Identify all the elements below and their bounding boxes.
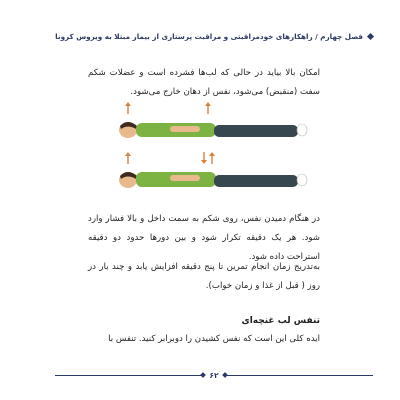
lying-person-icon (119, 172, 307, 188)
paragraph-inhale: در هنگام دمیدن نفس، روی شکم به سمت داخل و بالا فشار وارد شود. هر یک دقیقه تکرار شود و بین دورها حدود دو دقیقه استراحت داده شود. (88, 214, 320, 262)
inhale-arrows-icon (125, 152, 215, 164)
footer-ornament-icon (222, 372, 228, 378)
paragraph-exhale: امکان بالا بیاید در حالی که لب‌ها فشرده است و عضلات شکم سفت (منقبض) می‌شود، نفس از دهان خارج می‌شود. (88, 68, 320, 97)
breathing-illustration-exhale (110, 102, 310, 142)
lying-person-icon (119, 122, 307, 138)
upward-arrows-icon (125, 102, 211, 114)
footer-rule-left (55, 375, 201, 376)
header-ornament-icon (367, 32, 374, 39)
paragraph-duration: به‌تدریج زمان انجام تمرین تا پنج دقیقه افزایش یابد و چند بار در روز ( قبل از غذا و زمان خواب). (88, 262, 320, 291)
page-number: ۶۲ (209, 370, 219, 380)
section-heading: تنفس لب غنچه‌ای (241, 316, 320, 326)
paragraph-pursed-lip: ایده کلی این است که نفس کشیدن را دوبرابر کنید. تنفس با (108, 334, 320, 344)
page-footer (55, 368, 373, 382)
footer-rule-right (227, 375, 373, 376)
breathing-illustration-inhale (110, 152, 310, 192)
page-header (55, 28, 373, 44)
chapter-title: فصل چهارم / راهکارهای خودمراقبتی و مراقبت پرستاری از بیمار مبتلا به ویروس کرونا (55, 31, 363, 41)
